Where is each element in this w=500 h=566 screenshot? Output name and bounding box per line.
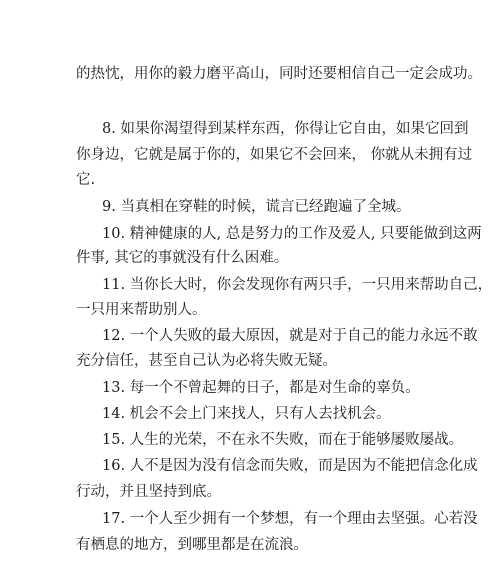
- text-line: 9. 当真相在穿鞋的时候，谎言已经跑遍了全城。: [102, 199, 411, 215]
- text-line: 的热忱，用你的毅力磨平高山，同时还要相信自己一定会成功。: [76, 66, 482, 82]
- text-line: 13. 每一个不曾起舞的日子，都是对生命的辜负。: [102, 380, 420, 396]
- text-line: 件事, 其它的事就没有什么困难。: [76, 250, 289, 266]
- text-line: 12. 一个人失败的最大原因，就是对于自己的能力永远不敢: [102, 328, 478, 344]
- text-line: 15. 人生的光荣，不在永不失败，而在于能够屡败屡战。: [102, 432, 464, 448]
- text-line: 17. 一个人至少拥有一个梦想，有一个理由去坚强。心若没: [102, 511, 478, 527]
- text-line: 有栖息的地方，到哪里都是在流浪。: [76, 537, 308, 553]
- text-line: 你身边，它就是属于你的，如果它不会回来， 你就从未拥有过: [76, 147, 473, 163]
- text-line: 16. 人不是因为没有信念而失败，而是因为不能把信念化成: [102, 458, 478, 474]
- text-line: 它.: [76, 172, 96, 188]
- text-line: 10. 精神健康的人, 总是努力的工作及爱人, 只要能做到这两: [102, 226, 482, 242]
- text-line: 充分信任，甚至自己认为必将失败无疑。: [76, 353, 337, 369]
- text-line: 14. 机会不会上门来找人，只有人去找机会。: [102, 406, 391, 422]
- text-line: 8. 如果你渴望得到某样东西，你得让它自由，如果它回到: [102, 121, 469, 137]
- text-line: 一只用来帮助别人。: [76, 302, 207, 318]
- text-line: 行动，并且坚持到底。: [76, 484, 221, 500]
- text-line: 11. 当你长大时，你会发现你有两只手，一只用来帮助自己，: [102, 277, 493, 293]
